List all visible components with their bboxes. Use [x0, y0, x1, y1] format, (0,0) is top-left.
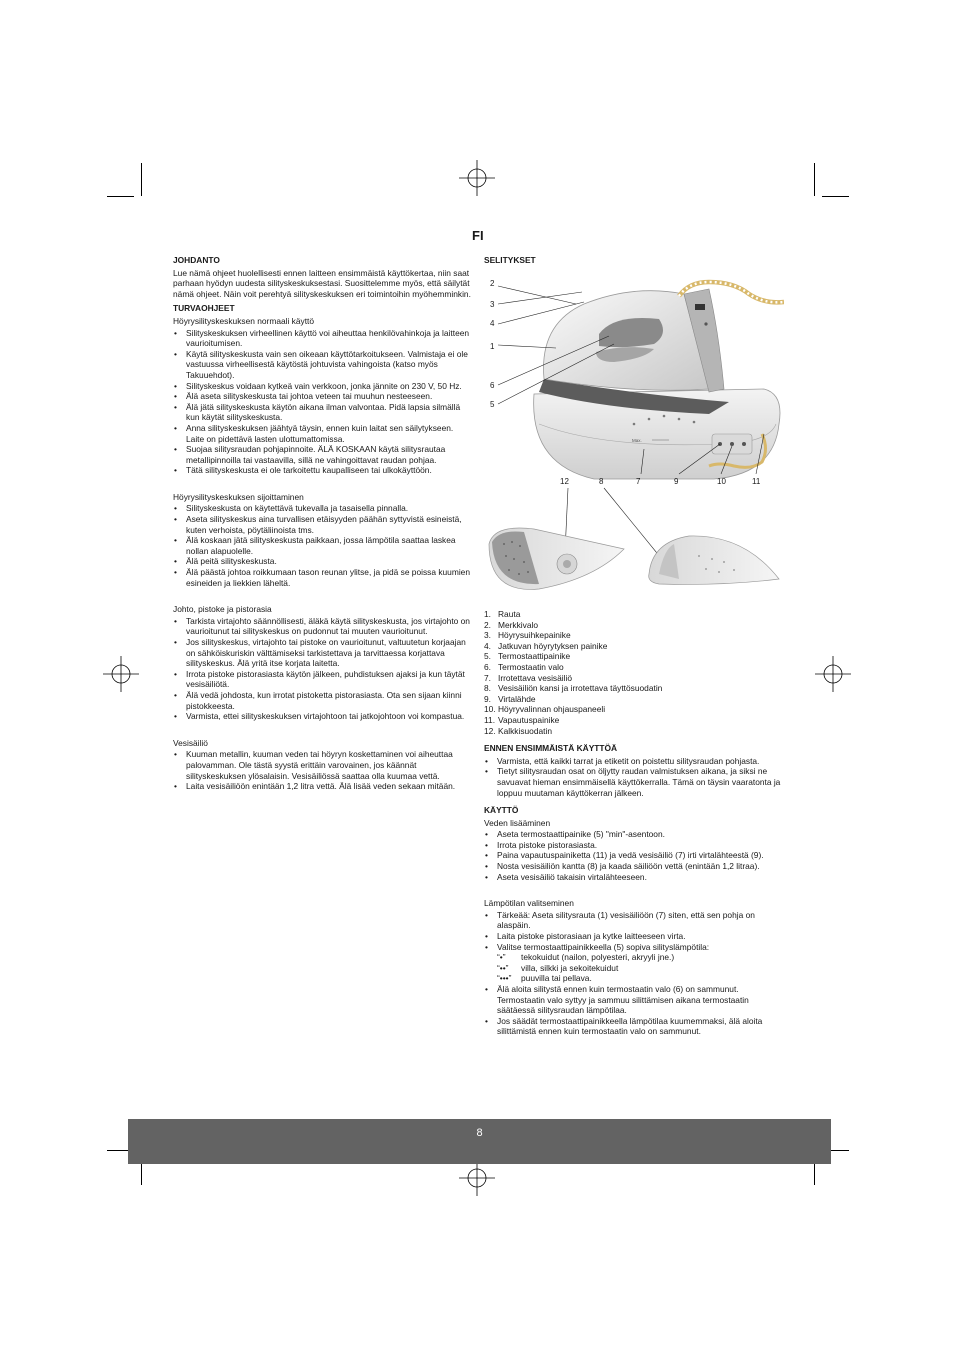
callout-5: 5	[490, 400, 495, 409]
callout-7: 7	[636, 477, 641, 486]
right-column	[484, 609, 784, 1039]
parts-list	[484, 609, 784, 736]
list-item: • Tätä silityskeskusta ei ole tarkoitettu kaupalliseen tai ulkokäyttöön.	[173, 465, 473, 476]
list-item: 10. Höyryvalinnan ohjauspaneeli	[484, 704, 606, 715]
water-list	[484, 829, 784, 882]
tank-list	[173, 749, 473, 791]
iron-station-illustration	[534, 282, 784, 479]
callout-11: 11	[752, 477, 761, 486]
cord-list	[173, 616, 473, 722]
list-item: • Älä aseta silityskeskusta tai johtoa veteen tai muuhun nesteeseen.	[173, 391, 473, 402]
list-item: • Varmista, että kaikki tarrat ja etiketit on poistettu silitysraudan pohjasta.	[484, 756, 784, 767]
safety-heading: TURVAOHJEET	[173, 303, 235, 314]
temp-setting: “••” villa, silkki ja sekoitekuidut	[497, 962, 619, 973]
list-item: • Varmista, ettei silityskeskuksen virtajohtoon tai jatkojohtoon voi kompastua.	[173, 711, 473, 722]
list-item: 3. Höyrysuihkepainike	[484, 630, 571, 641]
max-label: Max.	[632, 438, 642, 443]
list-item: • Aseta vesisäiliö takaisin virtalähteeseen.	[484, 872, 784, 883]
list-item: • Älä koskaan jätä silityskeskusta paikkaan, jossa lämpötila saattaa laskea nollan alapuolelle.	[173, 535, 473, 556]
callout-1: 1	[490, 342, 495, 351]
callout-4: 4	[490, 319, 495, 328]
list-item: • Silityskeskuksen virheellinen käyttö voi aiheuttaa henkilövahinkoja ja laitteen vaurioitumisen.	[173, 328, 473, 349]
list-item: • Laita pistoke pistorasiaan ja kytke laitteeseen virta.	[484, 931, 784, 942]
before-list	[484, 756, 784, 798]
page-number: 8	[476, 1127, 483, 1139]
list-item: • Älä jätä silityskeskusta käytön aikana ilman valvontaa. Pidä lapsia silmällä kun käytät silityskeskusta.	[173, 402, 473, 423]
placement-title: Höyrysilityskeskuksen sijoittaminen	[173, 491, 304, 502]
list-item: • Laita vesisäiliöön enintään 1,2 litra vettä. Älä lisää veden sekaan mitään.	[173, 781, 473, 792]
list-item: • Tietyt silitysraudan osat on öljytty raudan valmistuksen aikana, ja siksi ne savuavat hieman ensimmäisellä käyttökerralla. Tämä on täysin vaaratonta ja loppuu muutaman käyttökerran jälkeen.	[484, 766, 784, 798]
left-column	[173, 255, 473, 794]
footer-bar	[128, 1119, 831, 1164]
list-item: • Irrota pistoke pistorasiasta käytön jälkeen, puhdistuksen ajaksi ja kun täytät vesisäiliötä.	[173, 669, 473, 690]
registration-mark-left	[103, 656, 139, 692]
crop-mark	[822, 196, 849, 197]
normal-use-list	[173, 328, 473, 476]
list-item: • Tärkeää: Aseta silitysrauta (1) vesisäiliöön (7) siten, että sen pohja on alaspäin.	[484, 910, 784, 931]
intro-text: Lue nämä ohjeet huolellisesti ennen laitteen ensimmäistä käyttökertaa, niin saat parhaan hyödyn uudesta silityskeskuksestasi. Suosittelemme myös, että säilytät nämä ohjeet. Näin voit perehtyä silityskeskuksen eri toimintoihin myöhemminkin.	[173, 267, 471, 299]
temp-setting: “•” tekokuidut (nailon, polyesteri, akryyli jne.)	[497, 952, 675, 963]
registration-mark-bottom	[459, 1160, 495, 1196]
list-item: • Nosta vesisäiliön kantta (8) ja kaada säiliöön vettä (enintään 1,2 litraa).	[484, 861, 784, 872]
before-heading: ENNEN ENSIMMÄISTÄ KÄYTTÖÄ	[484, 743, 618, 754]
list-item: • Paina vapautuspainiketta (11) ja vedä vesisäiliö (7) irti virtalähteestä (9).	[484, 850, 784, 861]
temp-setting: “•••” puuvilla tai pellava.	[497, 973, 592, 984]
callout-2: 2	[490, 279, 495, 288]
list-item: • Aseta silityskeskus aina turvallisen etäisyyden päähän syttyvistä esineistä, kuten verhoista, pöytäliinoista tms.	[173, 514, 473, 535]
list-item: • Kuuman metallin, kuuman veden tai höyryn koskettaminen voi aiheuttaa palovamman. Ole tästä syystä erittäin varovainen, jos käännät silityskeskuksen ylösalaisin. Vesisäiliössä saattaa olla kuumaa vettä.	[173, 749, 473, 781]
tank-lid-illustration	[649, 536, 779, 585]
temp-title: Lämpötilan valitseminen	[484, 898, 574, 909]
list-item: • Irrota pistoke pistorasiasta.	[484, 840, 784, 851]
legend-heading-wrap	[484, 255, 784, 268]
list-item: 9. Virtalähde	[484, 693, 536, 704]
crop-mark	[141, 163, 142, 196]
list-item: • Älä peitä silityskeskusta.	[173, 556, 473, 567]
callout-10: 10	[717, 477, 726, 486]
callout-12: 12	[560, 477, 569, 486]
callout-3: 3	[490, 300, 495, 309]
list-item: • Tarkista virtajohto säännöllisesti, äläkä käytä silityskeskusta, jos virtajohto on vaurioitunut tai silityskeskus on pudonnut tai muuten vaurioitunut.	[173, 616, 473, 637]
list-item: 7. Irrotettava vesisäiliö	[484, 672, 573, 683]
base-filter-illustration	[489, 528, 624, 589]
list-item: 5. Termostaattipainike	[484, 651, 571, 662]
steam-station-diagram	[484, 274, 784, 604]
list-item: • Aseta termostaattipainike (5) "min"-asentoon.	[484, 829, 784, 840]
list-item: 6. Termostaatin valo	[484, 661, 564, 672]
list-item: 1. Rauta	[484, 609, 521, 619]
list-item: • Älä päästä johtoa roikkumaan tason reunan ylitse, ja pidä se poissa kuumien esineiden ja liekkien läheltä.	[173, 567, 473, 588]
list-item: • Suojaa silitysraudan pohjapinnoite. ÄLÄ KOSKAAN käytä silitysrautaa metallipinnoilla tai vastaavilla, sillä ne vahingoittavat raudan pohjaa.	[173, 444, 473, 465]
crop-mark	[107, 196, 134, 197]
language-tag: FI	[472, 228, 484, 243]
list-item: 8. Vesisäiliön kansi ja irrotettava täyttösuodatin	[484, 683, 663, 694]
water-title: Veden lisääminen	[484, 817, 551, 828]
list-item: • Jos silityskeskus, virtajohto tai pistoke on vaurioitunut, valtuutetun korjaajan on sähköiskuriskin välttämiseksi tarkistettava ja tarvittaessa korjattava silityskeskus. Älä yritä itse korjata laitetta.	[173, 637, 473, 669]
callout-6: 6	[490, 381, 495, 390]
list-item: 12. Kalkkisuodatin	[484, 725, 553, 736]
temp-list	[484, 910, 784, 1037]
registration-mark-top	[459, 160, 495, 196]
list-item: • Silityskeskusta on käytettävä tukevalla ja tasaisella pinnalla.	[173, 503, 473, 514]
list-item: • Silityskeskus voidaan kytkeä vain verkkoon, jonka jännite on 230 V, 50 Hz.	[173, 381, 473, 392]
callout-8: 8	[599, 477, 604, 486]
cord-title: Johto, pistoke ja pistorasia	[173, 604, 272, 615]
list-item: • Älä aloita silitystä ennen kuin termostaatin valo (6) on sammunut. Termostaatin valo syttyy ja sammuu silittämisen aikana termostaatin säätäessä silitysraudan lämpötilaa.	[484, 984, 784, 1016]
intro-heading: JOHDANTO	[173, 255, 220, 265]
placement-list	[173, 503, 473, 588]
list-item: 11. Vapautuspainike	[484, 714, 560, 725]
list-item: 2. Merkkivalo	[484, 619, 539, 630]
normal-use-title: Höyrysilityskeskuksen normaali käyttö	[173, 315, 315, 326]
legend-heading: SELITYKSET	[484, 255, 536, 265]
use-heading: KÄYTTÖ	[484, 805, 519, 816]
crop-mark	[814, 163, 815, 196]
callout-9: 9	[674, 477, 679, 486]
tank-title: Vesisäiliö	[173, 737, 208, 748]
list-item: 4. Jatkuvan höyrytyksen painike	[484, 640, 608, 651]
list-item: • Valitse termostaattipainikkeella (5) sopiva silityslämpötila: “•” tekokuidut (nailon, polyesteri, akryyli jne.) “••” villa, silkki ja sekoitekuidut “•••” puuvilla tai pellava.	[484, 942, 784, 984]
list-item: • Käytä silityskeskusta vain sen oikeaan käyttötarkoitukseen. Valmistaja ei ole vastuussa virheellisestä käytöstä johtuvista vahingoista (katso myös Takuuehdot).	[173, 349, 473, 381]
list-item: • Jos säädät termostaattipainikkeella lämpötilaa kuumemmaksi, älä aloita silittämistä ennen kuin termostaatin valo on sammunut.	[484, 1016, 784, 1037]
list-item: • Anna silityskeskuksen jäähtyä täysin, ennen kuin laitat sen säilytykseen. Laite on pidettävä lasten ulottumattomissa.	[173, 423, 473, 444]
list-item: • Älä vedä johdosta, kun irrotat pistoketta pistorasiasta. Ota sen sijaan kiinni pistokkeesta.	[173, 690, 473, 711]
registration-mark-right	[815, 656, 851, 692]
